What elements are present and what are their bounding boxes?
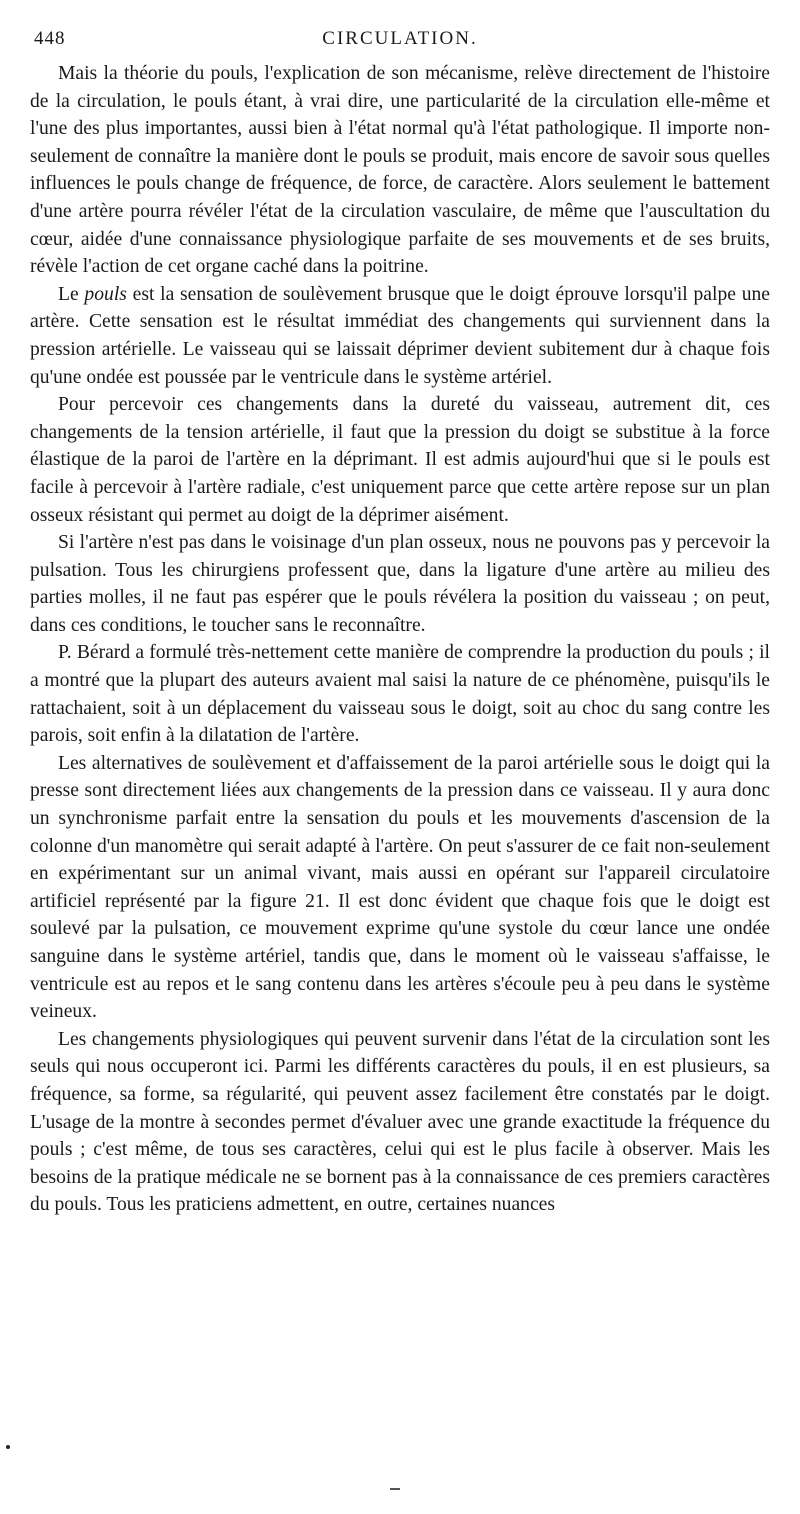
paragraph-4: Si l'artère n'est pas dans le voisinage d'un plan osseux, nous ne pouvons pas y percevoir la pulsation. Tous les chirurgiens professent que, dans la ligature d'une artère au milieu des parties molles, il ne faut pas espérer que le pouls révélera la position du vaisseau ; on peut, dans ces conditions, le toucher sans le reconnaître. xyxy=(30,532,770,636)
paragraph-7: Les changements physiologiques qui peuvent survenir dans l'état de la circulation sont les seuls qui nous occuperont ici. Parmi les différents caractères du pouls, il en est plusieurs, sa fréquence, sa forme, sa régularité, qui peuvent assez facilement être constatés par le doigt. L'usage de la montre à secondes permet d'évaluer avec une grande exactitude la fréquence du pouls ; c'est même, de tous ses caractères, celui qui est le plus facile à observer. Mais les besoins de la pratique médicale ne se bornent pas à la connaissance de ces premiers caractères du pouls. Tous les praticiens admettent, en outre, certaines nuances xyxy=(30,1028,770,1216)
page xyxy=(30,28,770,1219)
body-text xyxy=(30,60,770,1219)
running-head: CIRCULATION. xyxy=(322,28,478,49)
page-header xyxy=(30,28,770,60)
margin-dot xyxy=(6,1445,10,1449)
page-number: 448 xyxy=(34,28,66,49)
italic-term: pouls xyxy=(84,283,127,305)
paragraph-3: Pour percevoir ces changements dans la dureté du vaisseau, autrement dit, ces changements de la tension artérielle, il faut que la pression du doigt se substitue à la force élastique de la paroi de l'artère en la déprimant. Il est admis aujourd'hui que si le pouls est facile à percevoir à l'artère radiale, c'est uniquement parce que cette artère repose sur un plan osseux résistant qui permet au doigt de la déprimer aisément. xyxy=(30,394,770,526)
paragraph-6: Les alternatives de soulèvement et d'affaissement de la paroi artérielle sous le doigt qui la presse sont directement liées aux changements de la pression dans ce vaisseau. Il y aura donc un synchronisme parfait entre la sensation du pouls et les mouvements d'ascension de la colonne d'un manomètre qui serait adapté à l'artère. On peut s'assurer de ce fait non-seulement en expérimentant sur un animal vivant, mais aussi en opérant sur l'appareil circulatoire artificiel représenté par la figure 21. Il est donc évident que chaque fois que le doigt est soulevé par la pulsation, ce mouvement exprime qu'une systole du cœur lance une ondée sanguine dans le système artériel, tandis que, dans le moment où le vaisseau s'affaisse, le ventricule est au repos et le sang contenu dans les artères s'écoule peu à peu dans le système veineux. xyxy=(30,752,770,1023)
paragraph-1: Mais la théorie du pouls, l'explication de son mécanisme, relève directement de l'histoire de la circulation, le pouls étant, à vrai dire, une particularité de la circulation elle-même et l'une des plus importantes, aussi bien à l'état normal qu'à l'état pathologique. Il importe non-seulement de connaître la manière dont le pouls se produit, mais encore de savoir sous quelles influences le pouls change de fréquence, de force, de caractère. Alors seulement le battement d'une artère pourra révéler l'état de la circulation vasculaire, de même que l'auscultation du cœur, aidée d'une connaissance physiologique parfaite de ses mouvements et de ses bruits, révèle l'action de cet organe caché dans la poitrine. xyxy=(30,63,770,278)
paragraph-5: P. Bérard a formulé très-nettement cette manière de comprendre la production du pouls ; il a montré que la plupart des auteurs avaient mal saisi la nature de ce phénomène, puisqu'ils le rattachaient, soit à un déplacement du vaisseau sous le doigt, soit au choc du sang contre les parois, soit enfin à la dilatation de l'artère. xyxy=(30,642,770,747)
paragraph-2: Le pouls est la sensation de soulèvement brusque que le doigt éprouve lorsqu'il palpe une artère. Cette sensation est le résultat immédiat des changements qui surviennent dans la pression artérielle. Le vaisseau qui se laissait déprimer devient subitement dur à chaque fois qu'une ondée est poussée par le ventricule dans le système artériel. xyxy=(30,283,770,388)
bottom-mark xyxy=(390,1488,400,1490)
